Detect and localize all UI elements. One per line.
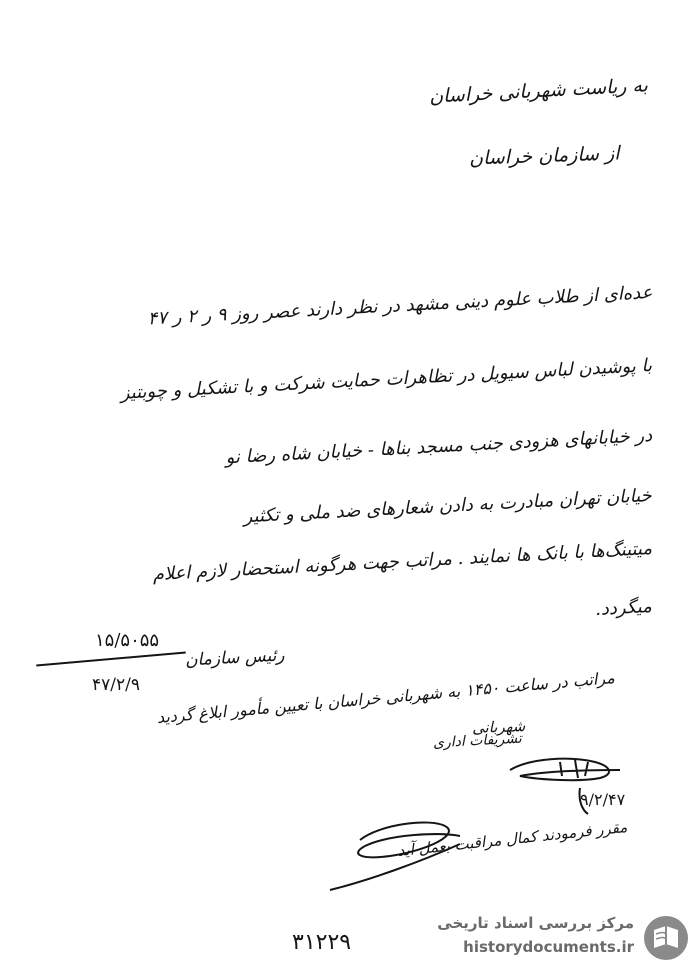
body-line-4: خیابان تهران مبادرت به دادن شعارهای ضد ملی و تکثیر <box>243 485 653 528</box>
body-line-5: میتینگ‌ها با بانک ها نمایند . مراتب جهت هرگونه استحضار لازم اعلام <box>152 538 653 586</box>
body-line-2: با پوشیدن لباس سیویل در تظاهرات حمایت شرکت و با تشکیل و چوبتیز <box>120 355 653 404</box>
action-note: مقرر فرمودند کمال مراقبت بعمل آید <box>396 817 629 861</box>
reference-underline <box>36 651 186 666</box>
signature-1-date: ۹/۲/۴۷ <box>580 790 626 809</box>
signature-title: رئیس سازمان <box>184 645 286 671</box>
body-line-6: میگردد. <box>594 596 653 620</box>
watermark-url: historydocuments.ir <box>463 938 634 956</box>
signature-2 <box>310 810 480 900</box>
document-id: ۳۱۲۲۹ <box>292 930 352 955</box>
watermark <box>412 912 692 964</box>
cc-note: مراتب در ساعت ۱۴۵۰ به شهربانی خراسان با تعیین مأمور ابلاغ گردید <box>155 668 615 727</box>
cc-sub-note-2: تشریفات اداری <box>432 730 523 752</box>
cc-sub-note: شهربانی <box>471 717 526 737</box>
watermark-title: مرکز بررسی اسناد تاریخی <box>437 914 634 932</box>
reference-number: ۱۵/۵۰۵۵ <box>95 630 160 651</box>
book-logo-icon <box>642 914 690 962</box>
sender-line: از سازمان خراسان <box>469 142 621 170</box>
body-line-3: در خیابانهای هزودی جنب مسجد بناها - خیابان شاه رضا نو <box>224 425 653 469</box>
reference-date: ۴۷/۲/۹ <box>92 675 140 695</box>
recipient-line: به ریاست شهربانی خراسان <box>428 74 649 108</box>
body-line-1: عده‌ای از طلاب علوم دینی مشهد در نظر دارند عصر روز ۹ ر ۲ ر ۴۷ <box>146 282 653 330</box>
